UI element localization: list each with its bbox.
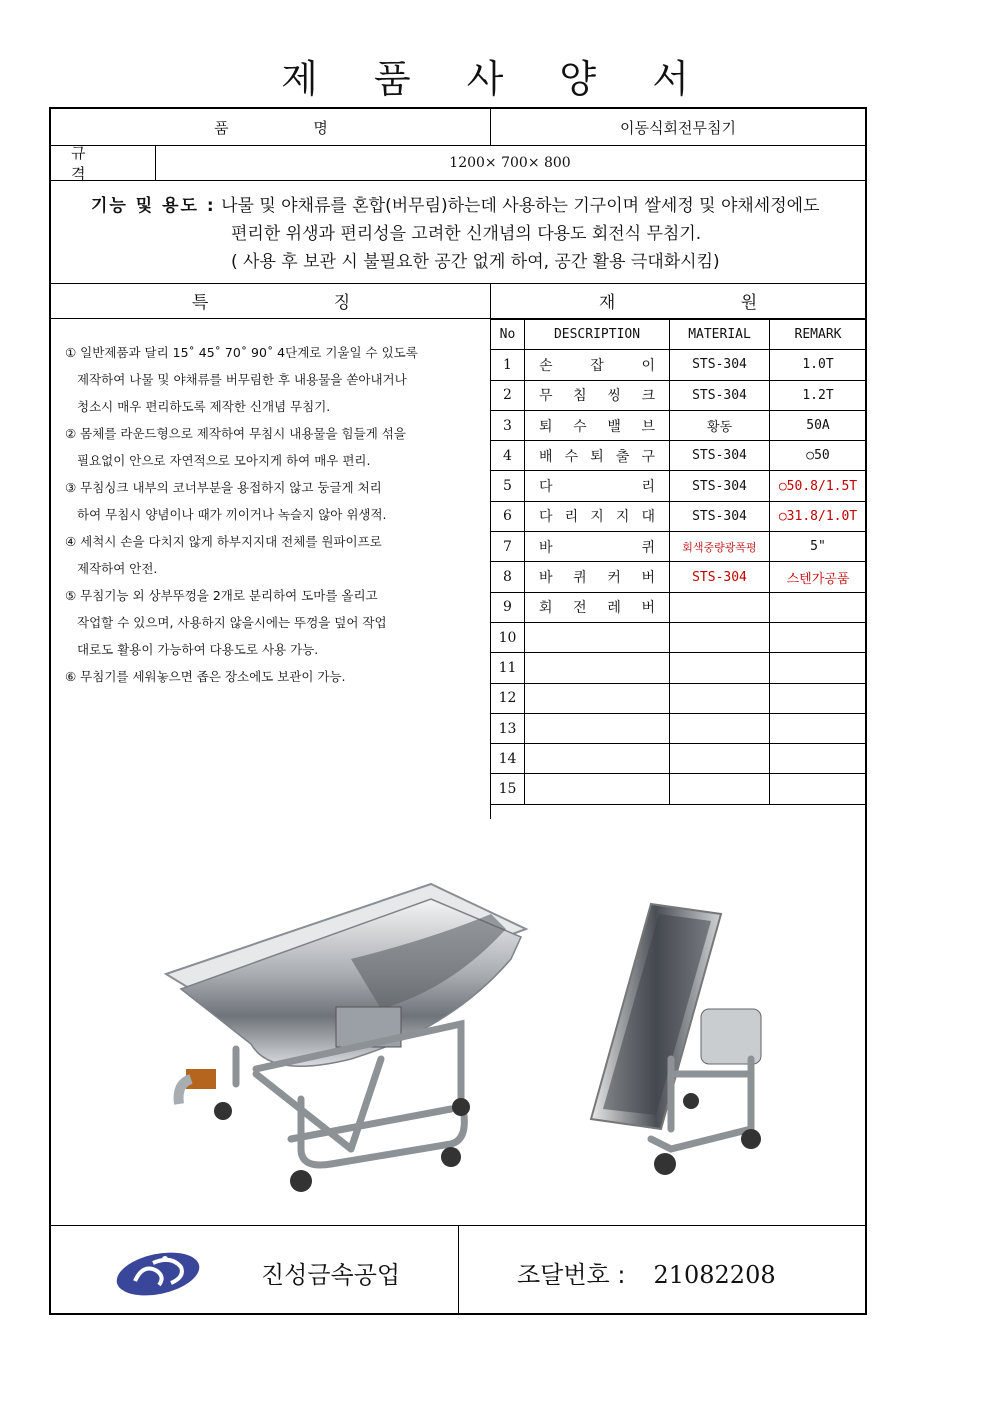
- part-remark: [770, 713, 867, 743]
- parts-row: [491, 532, 867, 562]
- part-description-char: 밸: [607, 418, 621, 435]
- usage-line-1: 나물 및 야채류를 혼합(버무림)하는데 사용하는 기구이며 쌀세정 및 야채세정에도: [221, 196, 820, 216]
- part-description-char: 퀴: [641, 539, 655, 556]
- feature-line: ③ 무침싱크 내부의 코너부분을 용접하지 않고 둥글게 처리: [65, 480, 382, 495]
- part-material: [670, 653, 770, 683]
- parts-row: [491, 653, 867, 683]
- part-description: [525, 501, 670, 531]
- part-description-char: 침: [573, 388, 587, 405]
- part-description: [525, 622, 670, 652]
- part-no: 2: [491, 380, 525, 410]
- parts-row: [491, 774, 867, 804]
- part-description: [525, 471, 670, 501]
- part-description-char: 바: [539, 570, 553, 587]
- usage-section: [51, 181, 865, 284]
- part-no: 13: [491, 713, 525, 743]
- part-description: [525, 683, 670, 713]
- spec-header: 재 원: [598, 293, 818, 313]
- part-material: STS-304: [670, 441, 770, 471]
- feature-line: 제작하여 나물 및 야채류를 버무림한 후 내용물을 쏟아내거나: [77, 372, 407, 387]
- part-material: STS-304: [670, 471, 770, 501]
- spec-sheet-frame: [49, 107, 867, 1315]
- mixer-tilted-photo: [591, 904, 761, 1175]
- part-description-char: 퇴: [590, 448, 604, 465]
- part-description: [525, 532, 670, 562]
- part-description-char: 다: [539, 509, 553, 526]
- part-description: [525, 744, 670, 774]
- part-description-char: 퇴: [539, 418, 553, 435]
- part-description-char: 전: [573, 600, 587, 617]
- part-description: [525, 592, 670, 622]
- col-material: MATERIAL: [670, 320, 770, 350]
- usage-label: 기능 및 용도 :: [91, 196, 216, 216]
- parts-row: [491, 441, 867, 471]
- feature-line: 하여 무침시 양념이나 때가 끼이거나 녹슬지 않아 위생적.: [77, 507, 387, 522]
- usage-line-2: 편리한 위생과 편리성을 고려한 신개념의 다용도 회전식 무침기.: [231, 224, 702, 244]
- part-material: [670, 713, 770, 743]
- procurement-number: [517, 1255, 776, 1290]
- feature-line: ⑥ 무침기를 세워놓으면 좁은 장소에도 보관이 가능.: [65, 669, 346, 684]
- part-description: [525, 653, 670, 683]
- part-material: STS-304: [670, 380, 770, 410]
- part-description: [525, 713, 670, 743]
- spec-row: [51, 146, 865, 181]
- procurement-value: 21082208: [653, 1261, 776, 1289]
- col-remark: REMARK: [770, 320, 867, 350]
- part-description-char: 회: [539, 600, 553, 617]
- procurement-label: 조달번호 :: [517, 1261, 626, 1289]
- part-remark: ○50: [770, 441, 867, 471]
- product-photos: [51, 819, 865, 1226]
- part-material: [670, 622, 770, 652]
- part-remark: 50A: [770, 410, 867, 440]
- parts-row: [491, 622, 867, 652]
- part-remark: [770, 744, 867, 774]
- company-logo: [113, 1249, 203, 1299]
- part-remark: ○31.8/1.0T: [770, 501, 867, 531]
- part-no: 14: [491, 744, 525, 774]
- parts-row: [491, 592, 867, 622]
- part-description-char: 퀴: [573, 570, 587, 587]
- part-remark: 1.2T: [770, 380, 867, 410]
- part-no: 1: [491, 350, 525, 380]
- features-list: [51, 319, 491, 819]
- part-no: 15: [491, 774, 525, 804]
- part-remark: 1.0T: [770, 350, 867, 380]
- feature-line: ④ 세척시 손을 다치지 않게 하부지지대 전체를 원파이프로: [65, 534, 382, 549]
- document-title: 제 품 사 양 서: [281, 57, 711, 101]
- product-name-value: 이동식회전무침기: [620, 118, 736, 137]
- part-material: [670, 744, 770, 774]
- mixer-horizontal-photo: [166, 884, 526, 1192]
- part-description-char: 브: [641, 418, 655, 435]
- part-description-char: 손: [539, 357, 553, 374]
- company-name: 진성금속공업: [261, 1261, 401, 1289]
- part-no: 7: [491, 532, 525, 562]
- part-no: 12: [491, 683, 525, 713]
- part-description-char: 지: [590, 509, 604, 526]
- part-description: [525, 350, 670, 380]
- part-remark: 스텐가공품: [770, 562, 867, 592]
- part-remark: [770, 774, 867, 804]
- part-remark: [770, 622, 867, 652]
- col-description: DESCRIPTION: [525, 320, 670, 350]
- parts-row: [491, 683, 867, 713]
- part-description: [525, 774, 670, 804]
- part-description-char: 버: [641, 600, 655, 617]
- section-header-row: [51, 283, 865, 319]
- feature-line: 필요없이 안으로 자연적으로 모아지게 하여 매우 편리.: [77, 453, 371, 468]
- part-material: 회색중량광폭평: [670, 532, 770, 562]
- parts-row: [491, 713, 867, 743]
- feature-line: ⑤ 무침기능 외 상부뚜껑을 2개로 분리하여 도마를 올리고: [65, 588, 378, 603]
- spec-value: 1200× 700× 800: [449, 155, 571, 171]
- part-description-char: 배: [539, 448, 553, 465]
- part-description-char: 수: [564, 448, 579, 465]
- part-no: 4: [491, 441, 525, 471]
- feature-line: 청소시 매우 편리하도록 제작한 신개념 무침기.: [77, 399, 331, 414]
- col-no: No: [491, 320, 525, 350]
- part-material: [670, 592, 770, 622]
- part-description-char: 대: [641, 509, 655, 526]
- part-no: 6: [491, 501, 525, 531]
- part-description-char: 바: [539, 539, 553, 556]
- part-no: 3: [491, 410, 525, 440]
- part-description-char: 리: [564, 509, 579, 526]
- part-description-char: 리: [641, 479, 655, 496]
- part-description-char: 다: [539, 479, 553, 496]
- parts-row: [491, 410, 867, 440]
- part-description-char: 레: [607, 600, 621, 617]
- part-no: 11: [491, 653, 525, 683]
- part-material: STS-304: [670, 501, 770, 531]
- product-name-label: 품 명: [214, 118, 368, 137]
- feature-line: ① 일반제품과 달리 15˚ 45˚ 70˚ 90˚ 4단계로 기울일 수 있도록: [65, 345, 418, 360]
- part-description-char: 잡: [590, 357, 604, 374]
- product-name-row: [51, 109, 865, 146]
- part-description-char: 커: [607, 570, 621, 587]
- part-description-char: 출: [615, 448, 630, 465]
- part-remark: [770, 683, 867, 713]
- part-description-char: 지: [615, 509, 630, 526]
- part-material: [670, 683, 770, 713]
- parts-row: [491, 562, 867, 592]
- parts-row: [491, 350, 867, 380]
- product-photo-illustration: [51, 819, 865, 1223]
- part-description-char: 구: [641, 448, 655, 465]
- part-description: [525, 441, 670, 471]
- parts-table: [490, 319, 867, 805]
- parts-table-header: [491, 320, 867, 350]
- part-no: 8: [491, 562, 525, 592]
- feature-line: 제작하여 안전.: [77, 561, 158, 576]
- parts-row: [491, 471, 867, 501]
- part-description: [525, 410, 670, 440]
- part-material: 황동: [670, 410, 770, 440]
- parts-row: [491, 380, 867, 410]
- part-description: [525, 562, 670, 592]
- part-no: 5: [491, 471, 525, 501]
- part-remark: [770, 592, 867, 622]
- part-description-char: 크: [641, 388, 655, 405]
- part-material: STS-304: [670, 350, 770, 380]
- footer: [51, 1225, 865, 1315]
- part-remark: 5": [770, 532, 867, 562]
- part-remark: [770, 653, 867, 683]
- usage-line-3: ( 사용 후 보관 시 불필요한 공간 없게 하여, 공간 활용 극대화시킴): [231, 252, 720, 272]
- part-description-char: 수: [573, 418, 587, 435]
- part-no: 9: [491, 592, 525, 622]
- parts-row: [491, 501, 867, 531]
- feature-line: ② 몸체를 라운드형으로 제작하여 무침시 내용물을 힘들게 섞을: [65, 426, 406, 441]
- part-remark: ○50.8/1.5T: [770, 471, 867, 501]
- part-description-char: 씽: [607, 388, 621, 405]
- part-description: [525, 380, 670, 410]
- part-description-char: 이: [641, 357, 655, 374]
- parts-row: [491, 744, 867, 774]
- part-no: 10: [491, 622, 525, 652]
- feature-line: 작업할 수 있으며, 사용하지 않을시에는 뚜껑을 덮어 작업: [77, 615, 387, 630]
- part-description-char: 무: [539, 388, 553, 405]
- part-description-char: 버: [641, 570, 655, 587]
- features-header: 특 징: [191, 293, 411, 313]
- spec-label: 규 격: [71, 144, 116, 183]
- part-material: [670, 774, 770, 804]
- feature-line: 대로도 활용이 가능하여 다용도로 사용 가능.: [77, 642, 319, 657]
- part-material: STS-304: [670, 562, 770, 592]
